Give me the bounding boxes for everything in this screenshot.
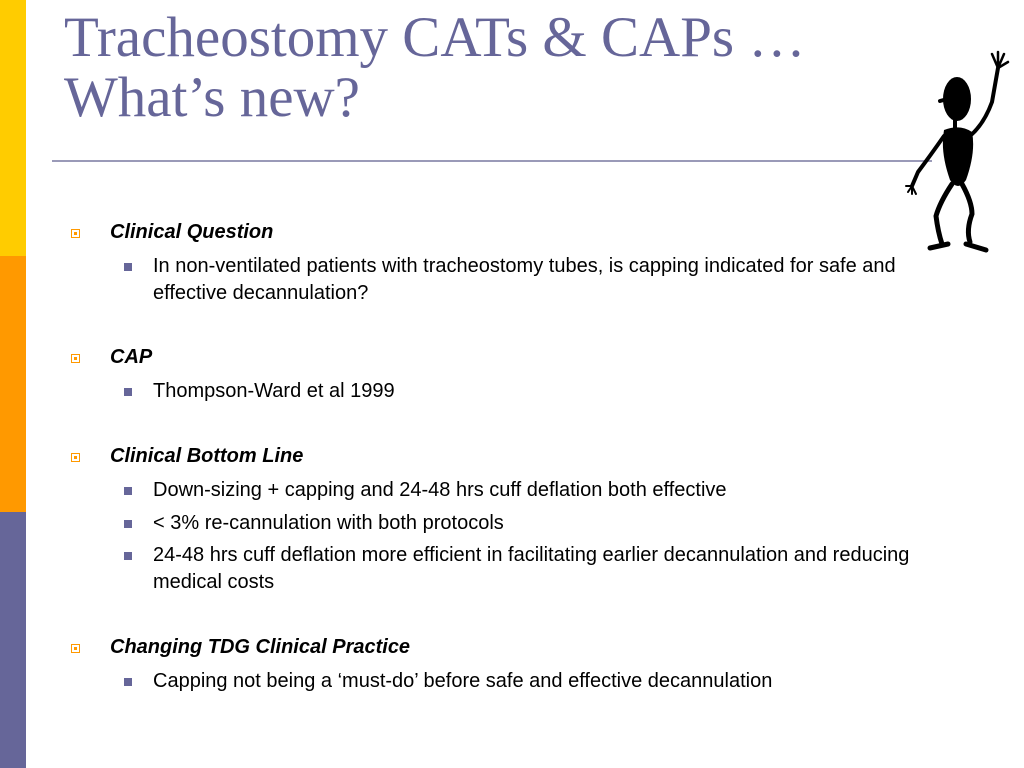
slide-title-line-1: Tracheostomy CATs & CAPs … <box>64 6 806 69</box>
filled-square-bullet-icon <box>124 520 132 528</box>
hollow-square-bullet-icon <box>71 644 80 653</box>
bullet-cap-reference: Thompson-Ward et al 1999 <box>153 380 395 402</box>
hollow-square-bullet-icon <box>71 229 80 238</box>
filled-square-bullet-icon <box>124 552 132 560</box>
filled-square-bullet-icon <box>124 487 132 495</box>
section-heading-cap: CAP <box>110 346 153 368</box>
section-heading-changing-practice: Changing TDG Clinical Practice <box>110 636 411 658</box>
filled-square-bullet-icon <box>124 263 132 271</box>
bullet-bottom-line-1: Down-sizing + capping and 24-48 hrs cuff deflation both effective <box>153 479 727 501</box>
hollow-square-bullet-icon <box>71 453 80 462</box>
section-heading-clinical-question: Clinical Question <box>110 221 274 243</box>
slide-title-line-2: What’s new? <box>64 66 360 129</box>
filled-square-bullet-icon <box>124 388 132 396</box>
filled-square-bullet-icon <box>124 678 132 686</box>
section-heading-clinical-bottom-line: Clinical Bottom Line <box>110 445 304 467</box>
bullet-clinical-question: In non-ventilated patients with tracheostomy tubes, is capping indicated for safe and effective decannulation? <box>153 255 896 304</box>
bullet-bottom-line-2: < 3% re-cannulation with both protocols <box>153 512 504 534</box>
hollow-square-bullet-icon <box>71 354 80 363</box>
bullet-changing-practice: Capping not being a ‘must-do’ before safe and effective decannulation <box>153 670 773 692</box>
bullet-bottom-line-3: 24-48 hrs cuff deflation more efficient in facilitating earlier decannulation and reducing medical costs <box>153 544 910 593</box>
